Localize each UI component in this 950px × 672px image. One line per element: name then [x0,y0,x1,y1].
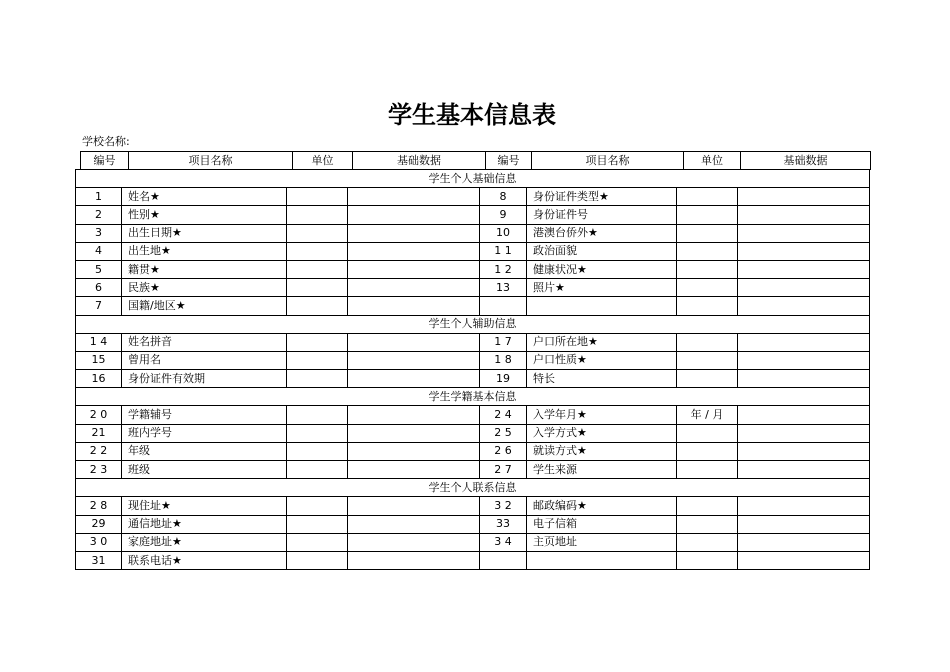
right-item-name: 政治面貌 [527,242,677,260]
right-item-name: 入学年月★ [527,406,677,424]
info-table [75,169,870,570]
left-number: 7 [76,297,122,315]
left-data-cell [348,442,480,460]
left-item-name: 班级 [122,461,287,479]
right-unit-cell [677,497,738,515]
left-unit-cell [287,424,348,442]
right-unit-cell [677,333,738,351]
left-data-cell [348,406,480,424]
right-item-name: 入学方式★ [527,424,677,442]
right-data-cell [738,370,870,388]
right-item-name: 主页地址 [527,533,677,551]
left-item-name: 班内学号 [122,424,287,442]
right-unit-cell [677,533,738,551]
right-data-cell [738,533,870,551]
right-data-cell [738,242,870,260]
left-number: 2 2 [76,442,122,460]
left-item-name: 籍贯★ [122,260,287,278]
left-unit-cell [287,497,348,515]
left-unit-cell [287,279,348,297]
right-item-name: 户口所在地★ [527,333,677,351]
right-item-name [527,551,677,569]
right-unit-cell [677,461,738,479]
right-item-name: 学生来源 [527,461,677,479]
left-item-name: 联系电话★ [122,551,287,569]
right-number [480,297,527,315]
right-unit-cell: 年 / 月 [677,406,738,424]
left-data-cell [348,297,480,315]
right-data-cell [738,424,870,442]
right-item-name: 身份证件类型★ [527,188,677,206]
right-unit-cell [677,424,738,442]
left-item-name: 学籍辅号 [122,406,287,424]
table-row [76,206,870,224]
left-number: 4 [76,242,122,260]
left-item-name: 性别★ [122,206,287,224]
left-item-name: 现住址★ [122,497,287,515]
table-row [76,297,870,315]
right-item-name: 电子信箱 [527,515,677,533]
header-unit: 单位 [684,152,741,170]
left-data-cell [348,279,480,297]
left-item-name: 曾用名 [122,351,287,369]
table-row [76,497,870,515]
right-item-name: 户口性质★ [527,351,677,369]
table-row [76,515,870,533]
right-data-cell [738,461,870,479]
header-item-name: 项目名称 [532,152,684,170]
right-number: 3 2 [480,497,527,515]
right-number: 2 6 [480,442,527,460]
table-row [76,188,870,206]
section-row [76,388,870,406]
left-number: 6 [76,279,122,297]
left-unit-cell [287,370,348,388]
right-item-name: 健康状况★ [527,260,677,278]
left-item-name: 出生地★ [122,242,287,260]
right-unit-cell [677,242,738,260]
right-unit-cell [677,188,738,206]
table-row [76,461,870,479]
right-unit-cell [677,297,738,315]
right-number: 2 4 [480,406,527,424]
right-data-cell [738,279,870,297]
right-data-cell [738,260,870,278]
header-number: 编号 [81,152,129,170]
left-data-cell [348,461,480,479]
table-row [76,424,870,442]
left-number: 1 [76,188,122,206]
left-unit-cell [287,188,348,206]
right-data-cell [738,333,870,351]
left-data-cell [348,515,480,533]
table-row [76,242,870,260]
right-data-cell [738,188,870,206]
left-unit-cell [287,515,348,533]
right-number: 3 4 [480,533,527,551]
left-number: 2 8 [76,497,122,515]
right-item-name: 身份证件号 [527,206,677,224]
right-item-name [527,297,677,315]
left-item-name: 出生日期★ [122,224,287,242]
section-title: 学生个人基础信息 [76,170,870,188]
right-unit-cell [677,370,738,388]
section-title: 学生学籍基本信息 [76,388,870,406]
left-number: 2 0 [76,406,122,424]
section-row [76,315,870,333]
left-data-cell [348,351,480,369]
table-header [80,151,871,170]
left-unit-cell [287,206,348,224]
right-unit-cell [677,279,738,297]
table-row [76,551,870,569]
section-row [76,170,870,188]
table-row [76,279,870,297]
right-data-cell [738,351,870,369]
right-number: 10 [480,224,527,242]
left-number: 15 [76,351,122,369]
left-data-cell [348,206,480,224]
right-unit-cell [677,551,738,569]
left-number: 29 [76,515,122,533]
left-unit-cell [287,242,348,260]
right-unit-cell [677,442,738,460]
right-unit-cell [677,224,738,242]
left-unit-cell [287,333,348,351]
left-number: 31 [76,551,122,569]
left-data-cell [348,497,480,515]
left-unit-cell [287,461,348,479]
left-unit-cell [287,351,348,369]
left-number: 1 4 [76,333,122,351]
section-title: 学生个人辅助信息 [76,315,870,333]
left-unit-cell [287,297,348,315]
right-unit-cell [677,206,738,224]
left-item-name: 姓名★ [122,188,287,206]
right-number: 33 [480,515,527,533]
section-title: 学生个人联系信息 [76,479,870,497]
left-item-name: 通信地址★ [122,515,287,533]
right-data-cell [738,515,870,533]
right-data-cell [738,206,870,224]
left-item-name: 姓名拼音 [122,333,287,351]
left-data-cell [348,551,480,569]
table-row [76,533,870,551]
table-row [76,406,870,424]
right-number: 1 1 [480,242,527,260]
right-data-cell [738,297,870,315]
school-name-label: 学校名称: [82,135,130,148]
left-number: 16 [76,370,122,388]
right-number: 13 [480,279,527,297]
left-item-name: 国籍/地区★ [122,297,287,315]
table-row [76,260,870,278]
left-number: 3 [76,224,122,242]
left-item-name: 年级 [122,442,287,460]
right-item-name: 邮政编码★ [527,497,677,515]
table-row [76,370,870,388]
page-title: 学生基本信息表 [388,100,556,129]
left-unit-cell [287,406,348,424]
right-number: 1 8 [480,351,527,369]
left-data-cell [348,224,480,242]
header-row [81,152,871,170]
right-item-name: 照片★ [527,279,677,297]
left-data-cell [348,242,480,260]
header-base-data: 基础数据 [353,152,486,170]
left-number: 2 3 [76,461,122,479]
left-data-cell [348,260,480,278]
right-number: 19 [480,370,527,388]
right-number: 9 [480,206,527,224]
left-number: 3 0 [76,533,122,551]
right-unit-cell [677,351,738,369]
right-number: 2 7 [480,461,527,479]
right-number [480,551,527,569]
header-base-data: 基础数据 [741,152,871,170]
left-item-name: 身份证件有效期 [122,370,287,388]
left-unit-cell [287,533,348,551]
left-data-cell [348,533,480,551]
left-number: 21 [76,424,122,442]
right-data-cell [738,406,870,424]
left-data-cell [348,424,480,442]
right-number: 2 5 [480,424,527,442]
left-data-cell [348,370,480,388]
left-data-cell [348,188,480,206]
right-data-cell [738,224,870,242]
right-item-name: 特长 [527,370,677,388]
table-row [76,442,870,460]
right-number: 1 7 [480,333,527,351]
right-item-name: 港澳台侨外★ [527,224,677,242]
left-number: 5 [76,260,122,278]
left-item-name: 家庭地址★ [122,533,287,551]
table-row [76,351,870,369]
table-row [76,224,870,242]
left-unit-cell [287,551,348,569]
header-number: 编号 [486,152,532,170]
right-item-name: 就读方式★ [527,442,677,460]
right-unit-cell [677,260,738,278]
left-number: 2 [76,206,122,224]
left-item-name: 民族★ [122,279,287,297]
table-row [76,333,870,351]
header-unit: 单位 [293,152,353,170]
right-data-cell [738,497,870,515]
left-data-cell [348,333,480,351]
right-data-cell [738,442,870,460]
section-row [76,479,870,497]
left-unit-cell [287,442,348,460]
right-data-cell [738,551,870,569]
right-unit-cell [677,515,738,533]
right-number: 8 [480,188,527,206]
left-unit-cell [287,260,348,278]
header-item-name: 项目名称 [129,152,293,170]
right-number: 1 2 [480,260,527,278]
left-unit-cell [287,224,348,242]
